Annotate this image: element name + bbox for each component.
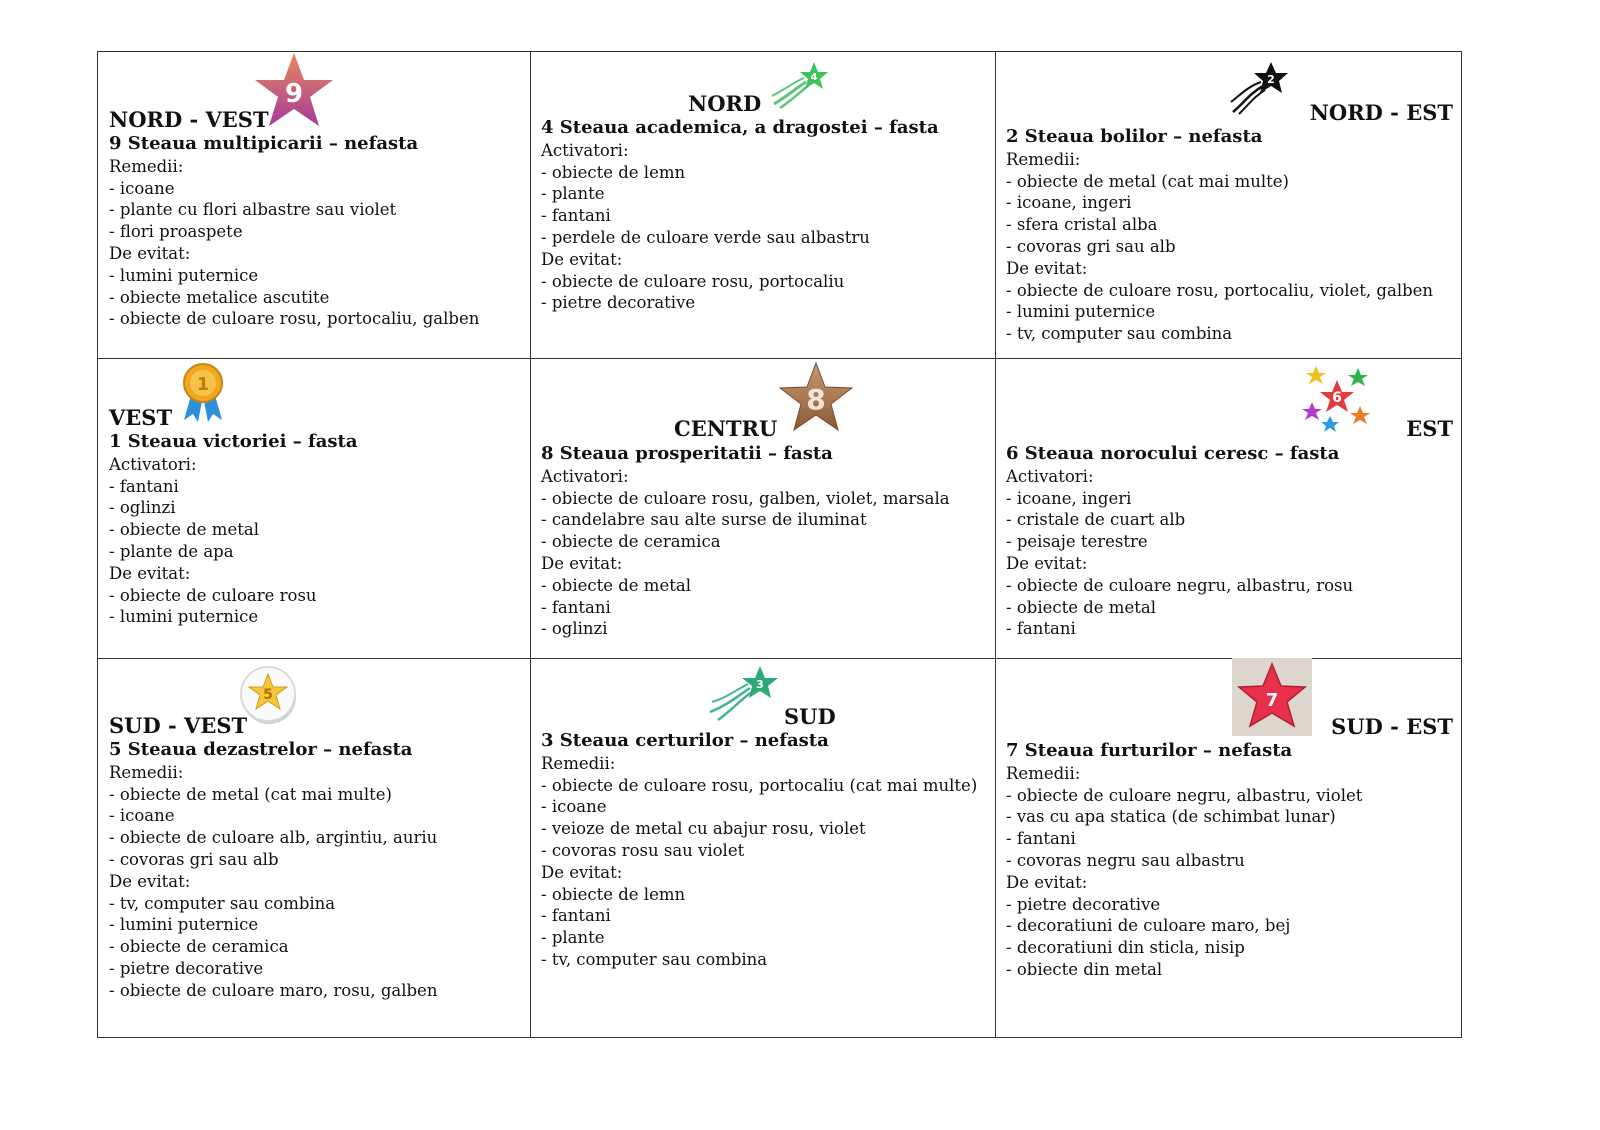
list-item: - obiecte de metal (cat mai multe) (1006, 171, 1289, 191)
list-item: - veioze de metal cu abajur rosu, violet (541, 819, 866, 839)
list-item: - obiecte de lemn (541, 884, 686, 904)
flying-stars-grid (97, 51, 1462, 1038)
direction-label: NORD - VEST (109, 107, 269, 132)
list-item: De evitat: (1006, 553, 1088, 573)
list-item: Remedii: (109, 156, 184, 176)
list-item: Remedii: (1006, 763, 1081, 783)
cell-body (109, 739, 522, 1002)
list-item: - plante (541, 928, 605, 948)
star-title: 6 Steaua norocului ceresc – fasta (1006, 443, 1340, 464)
list-item: - peisaje terestre (1006, 532, 1148, 552)
list-item: - obiecte de culoare negru, albastru, rosu (1006, 575, 1354, 595)
cell-sud-vest (98, 658, 530, 1039)
cell-body (1006, 740, 1455, 981)
direction-label: EST (1406, 416, 1453, 441)
list-item: - obiecte de metal (541, 575, 691, 595)
list-item: Remedii: (541, 753, 616, 773)
list-item: - candelabre sau alte surse de iluminat (541, 510, 867, 530)
black-shooting-star-2-icon (1229, 60, 1291, 116)
list-item: - covoras gri sau alb (1006, 236, 1176, 256)
cell-body (541, 443, 987, 640)
cell-vest (98, 358, 530, 658)
list-item: - obiecte de culoare rosu, portocaliu (541, 271, 845, 291)
list-item: De evitat: (541, 249, 623, 269)
list-item: - tv, computer sau combina (109, 893, 336, 913)
svg-text:3: 3 (756, 678, 764, 691)
cell-sud (530, 658, 995, 1039)
list-item: - obiecte de metal (109, 520, 259, 540)
list-item: Remedii: (1006, 149, 1081, 169)
list-item: - fantani (109, 476, 179, 496)
svg-text:4: 4 (810, 72, 818, 83)
list-item: - decoratiuni din sticla, nisip (1006, 938, 1245, 958)
cell-body (541, 730, 987, 971)
cell-nord-vest (98, 52, 530, 358)
list-item: - obiecte de culoare rosu, portocaliu, violet, galben (1006, 280, 1434, 300)
list-item: - obiecte de metal (cat mai multe) (109, 784, 392, 804)
list-item: - obiecte de culoare maro, rosu, galben (109, 980, 438, 1000)
direction-label: CENTRU (674, 416, 778, 441)
list-item: - fantani (541, 597, 611, 617)
cell-sud-est (995, 658, 1463, 1039)
list-item: - pietre decorative (541, 293, 696, 313)
list-item: - perdele de culoare verde sau albastru (541, 227, 870, 247)
list-item: - lumini puternice (109, 607, 259, 627)
list-item: - plante de apa (109, 541, 234, 561)
list-item: - obiecte de ceramica (541, 532, 721, 552)
star-title: 2 Steaua bolilor – nefasta (1006, 126, 1263, 147)
list-item: - tv, computer sau combina (1006, 324, 1233, 344)
list-item: De evitat: (1006, 872, 1088, 892)
gold-medal-1-icon (180, 362, 226, 424)
bronze-star-8-icon (778, 362, 854, 432)
svg-text:1: 1 (196, 374, 210, 395)
cell-body (1006, 443, 1455, 640)
list-item: - obiecte de lemn (541, 162, 686, 182)
direction-label: SUD - EST (1331, 714, 1453, 739)
list-item: - obiecte din metal (1006, 959, 1163, 979)
list-item: Activatori: (541, 466, 629, 486)
list-item: De evitat: (109, 871, 191, 891)
list-item: - covoras gri sau alb (109, 849, 279, 869)
list-item: - obiecte metalice ascutite (109, 287, 330, 307)
star-title: 3 Steaua certurilor – nefasta (541, 730, 829, 751)
list-item: Activatori: (1006, 466, 1094, 486)
list-item: - icoane (109, 178, 175, 198)
list-item: - fantani (541, 206, 611, 226)
list-item: - vas cu apa statica (de schimbat lunar) (1006, 807, 1336, 827)
list-item: De evitat: (541, 553, 623, 573)
direction-label: SUD (784, 704, 836, 729)
direction-label: NORD - EST (1309, 100, 1453, 125)
list-item: - covoras rosu sau violet (541, 840, 745, 860)
list-item: Remedii: (109, 762, 184, 782)
red-felt-star-7-icon (1232, 658, 1312, 736)
list-item: - icoane (109, 806, 175, 826)
list-item: - oglinzi (541, 619, 608, 639)
list-item: - lumini puternice (1006, 302, 1156, 322)
list-item: - icoane, ingeri (1006, 193, 1132, 213)
direction-label: NORD (688, 91, 762, 116)
list-item: - obiecte de ceramica (109, 937, 289, 957)
list-item: - covoras negru sau albastru (1006, 850, 1245, 870)
list-item: - plante (541, 184, 605, 204)
star-title: 4 Steaua academica, a dragostei – fasta (541, 117, 939, 138)
star-title: 9 Steaua multipicarii – nefasta (109, 133, 419, 154)
svg-text:6: 6 (1332, 390, 1342, 406)
cell-body (1006, 126, 1455, 345)
list-item: - pietre decorative (109, 958, 264, 978)
svg-text:9: 9 (284, 79, 304, 109)
list-item: - flori proaspete (109, 222, 243, 242)
list-item: - fantani (1006, 619, 1076, 639)
svg-text:5: 5 (263, 687, 273, 703)
list-item: - pietre decorative (1006, 894, 1161, 914)
list-item: - icoane, ingeri (1006, 488, 1132, 508)
gold-star-badge-5-icon (238, 664, 300, 726)
list-item: - fantani (1006, 829, 1076, 849)
list-item: Activatori: (541, 140, 629, 160)
list-item: - oglinzi (109, 498, 176, 518)
list-item: - obiecte de culoare rosu, galben, violet, marsala (541, 488, 950, 508)
list-item: - obiecte de metal (1006, 597, 1156, 617)
list-item: - decoratiuni de culoare maro, bej (1006, 916, 1291, 936)
list-item: - icoane (541, 797, 607, 817)
list-item: - obiecte de culoare rosu, portocaliu (cat mai multe) (541, 775, 978, 795)
svg-text:8: 8 (806, 383, 826, 416)
list-item: De evitat: (109, 243, 191, 263)
cell-body (541, 117, 987, 314)
list-item: - lumini puternice (109, 265, 259, 285)
cell-body (109, 133, 522, 330)
star-title: 7 Steaua furturilor – nefasta (1006, 740, 1293, 761)
list-item: De evitat: (1006, 258, 1088, 278)
list-item: - sfera cristal alba (1006, 215, 1158, 235)
list-item: - plante cu flori albastre sau violet (109, 200, 397, 220)
green-shooting-star-4-icon (770, 60, 832, 110)
list-item: - obiecte de culoare rosu, portocaliu, galben (109, 309, 480, 329)
list-item: Activatori: (109, 454, 197, 474)
svg-text:2: 2 (1267, 73, 1275, 86)
list-item: - obiecte de culoare rosu (109, 585, 317, 605)
cell-est (995, 358, 1463, 658)
list-item: - obiecte de culoare alb, argintiu, auriu (109, 828, 438, 848)
direction-label: VEST (109, 405, 173, 430)
list-item: De evitat: (541, 862, 623, 882)
list-item: - tv, computer sau combina (541, 949, 768, 969)
star-title: 5 Steaua dezastrelor – nefasta (109, 739, 413, 760)
teal-shooting-star-3-icon (708, 664, 782, 722)
list-item: - cristale de cuart alb (1006, 510, 1186, 530)
list-item: De evitat: (109, 563, 191, 583)
list-item: - lumini puternice (109, 915, 259, 935)
star-title: 1 Steaua victoriei – fasta (109, 431, 358, 452)
svg-text:7: 7 (1265, 690, 1279, 711)
cell-body (109, 431, 522, 628)
cell-nord (530, 52, 995, 358)
list-item: - fantani (541, 906, 611, 926)
cell-centru (530, 358, 995, 658)
cell-nord-est (995, 52, 1463, 358)
colorful-stars-6-icon (1300, 360, 1374, 434)
list-item: - obiecte de culoare negru, albastru, violet (1006, 785, 1363, 805)
star-title: 8 Steaua prosperitatii – fasta (541, 443, 833, 464)
direction-label: SUD - VEST (109, 713, 248, 738)
